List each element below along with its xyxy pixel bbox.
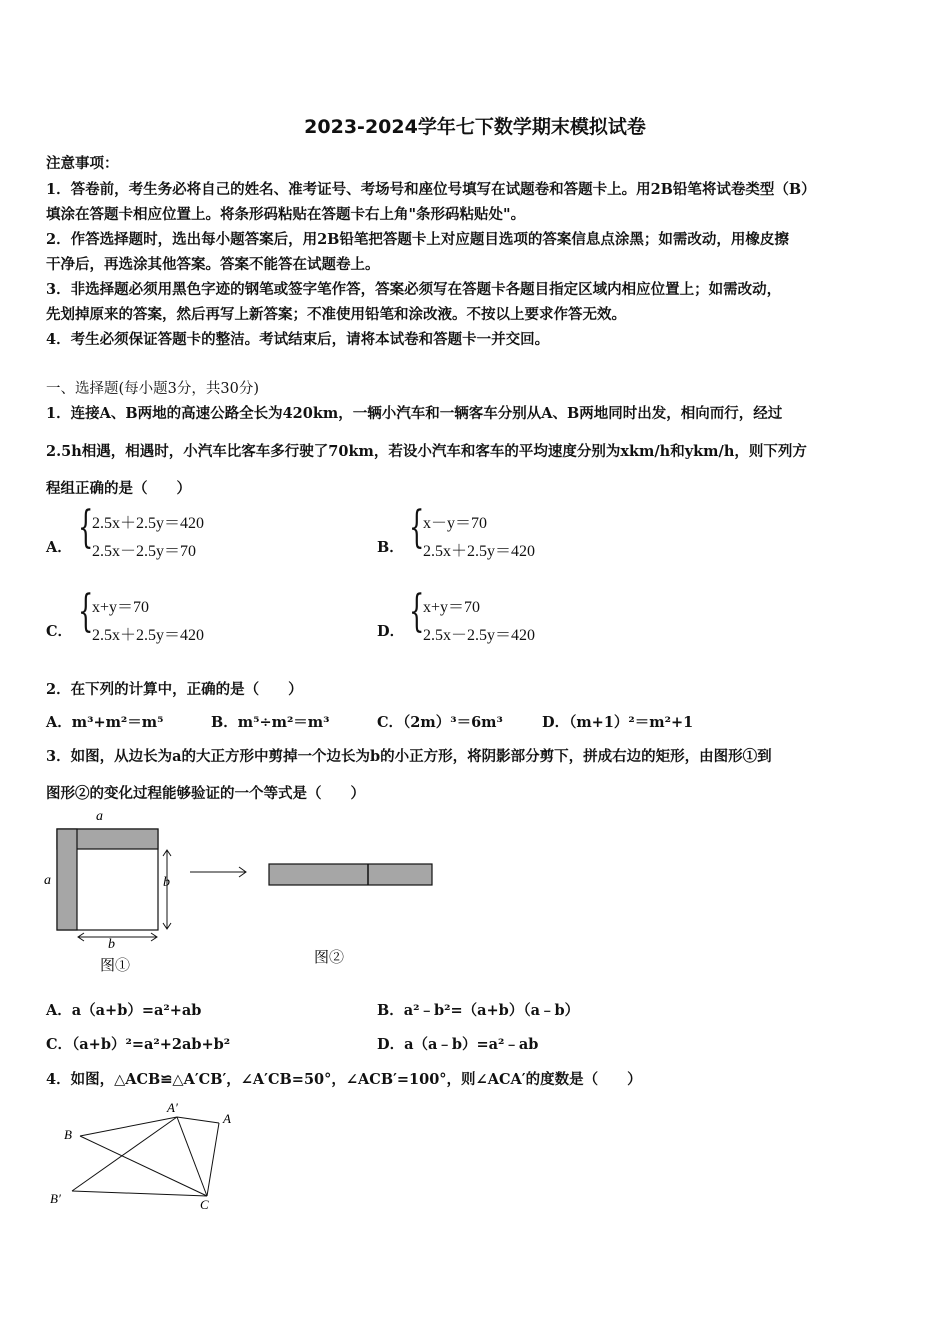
notice-line: 2．作答选择题时，选出每小题答案后，用2B铅笔把答题卡上对应题目选项的答案信息点涂黑；如需改动，用橡皮擦 (46, 231, 789, 248)
page-title: 2023-2024学年七下数学期末模拟试卷 (304, 116, 646, 138)
q1-stem-line: 程组正确的是（ ） (46, 480, 191, 497)
q1-option-a-label: A． (46, 539, 72, 556)
equation: x+y＝70 (92, 599, 150, 616)
q3-option-c: C．（a+b）²=a²+2ab+b² (46, 1036, 231, 1053)
q1-option-d-label: D． (377, 623, 405, 640)
segment-A1A (177, 1117, 219, 1123)
notice-line: 1．答卷前，考生务必将自己的姓名、准考证号、考场号和座位号填写在试题卷和答题卡上。用2B铅笔将试卷类型（B） (46, 181, 816, 198)
point-B: B (64, 1127, 72, 1142)
caption-figure-2: 图② (314, 950, 345, 966)
q1-stem-line: 1．连接A、B两地的高速公路全长为420km，一辆小汽车和一辆客车分别从A、B两地同时出发，相向而行，经过 (46, 405, 783, 422)
equation: 2.5x－2.5y＝420 (423, 627, 536, 644)
equation: 2.5x＋2.5y＝420 (423, 543, 536, 560)
point-A-prime: A′ (167, 1100, 178, 1115)
q2-option-c: C．（2m）³＝6m³ (377, 714, 503, 731)
label-a-top: a (96, 809, 103, 824)
point-C: C (200, 1197, 209, 1212)
notice-line: 3．非选择题必须用黑色字迹的钢笔或签字笔作答，答案必须写在答题卡各题目指定区域内相应位置上；如需改动， (46, 281, 782, 298)
label-a-left: a (44, 873, 51, 888)
segment-BA1 (80, 1117, 177, 1136)
point-B-prime: B′ (50, 1191, 61, 1206)
notice-line: 干净后，再选涂其他答案。答案不能答在试题卷上。 (46, 256, 380, 273)
caption-figure-1: 图① (100, 958, 131, 974)
notice-heading: 注意事项： (46, 155, 119, 172)
q3-stem-line: 3．如图，从边长为a的大正方形中剪掉一个边长为b的小正方形，将阴影部分剪下，拼成右边的矩形，由图形①到 (46, 748, 772, 765)
brace-icon: { (78, 502, 94, 553)
label-b-bottom: b (108, 937, 115, 952)
point-A: A (223, 1111, 231, 1126)
q1-option-c-label: C． (46, 623, 73, 640)
label-b-right: b (163, 875, 170, 890)
shaded-strip-left (57, 829, 77, 930)
equation: 2.5x－2.5y＝70 (92, 543, 197, 560)
segment-B1C (72, 1191, 207, 1196)
brace-icon: { (78, 586, 94, 637)
q1-stem-line: 2.5h相遇，相遇时，小汽车比客车多行驶了70km，若设小汽车和客车的平均速度分别为xkm/h和ykm/h，则下列方 (46, 443, 807, 460)
notice-line: 4．考生必须保证答题卡的整洁。考试结束后，请将本试卷和答题卡一并交回。 (46, 331, 550, 348)
q3-figure (40, 800, 460, 980)
segment-B1A1 (72, 1117, 177, 1191)
equation: x+y＝70 (423, 599, 481, 616)
brace-icon: { (409, 586, 425, 637)
section-heading: 一、选择题(每小题3分，共30分) (46, 381, 259, 397)
q1-option-b-label: B． (377, 539, 404, 556)
notice-line: 先划掉原来的答案，然后再写上新答案；不准使用铅笔和涂改液。不按以上要求作答无效。 (46, 306, 626, 323)
equation: x－y＝70 (423, 515, 488, 532)
q2-option-b: B．m⁵÷m²＝m³ (211, 714, 330, 731)
q2-option-d: D．（m+1）²＝m²+1 (542, 714, 694, 731)
q3-stem-line: 图形②的变化过程能够验证的一个等式是（ ） (46, 785, 365, 802)
q2-stem: 2．在下列的计算中，正确的是（ ） (46, 681, 303, 698)
equation: 2.5x＋2.5y＝420 (92, 515, 205, 532)
q4-stem: 4．如图，△ACB≌△A′CB′，∠A′CB=50°，∠ACB′=100°，则∠ACA′的度数是（ ） (46, 1071, 642, 1088)
q2-option-a: A．m³+m²＝m⁵ (46, 714, 164, 731)
q3-option-b: B．a²﹣b²=（a+b）（a﹣b） (377, 1002, 580, 1019)
equation: 2.5x＋2.5y＝420 (92, 627, 205, 644)
rectangle (269, 864, 432, 885)
brace-icon: { (409, 502, 425, 553)
q3-option-a: A．a（a+b）=a²+ab (46, 1002, 202, 1019)
notice-line: 填涂在答题卡相应位置上。将条形码粘贴在答题卡右上角"条形码粘贴处"。 (46, 206, 526, 223)
q4-figure (40, 1095, 260, 1220)
q3-option-d: D．a（a﹣b）=a²﹣ab (377, 1036, 539, 1053)
segment-AC (207, 1123, 219, 1196)
